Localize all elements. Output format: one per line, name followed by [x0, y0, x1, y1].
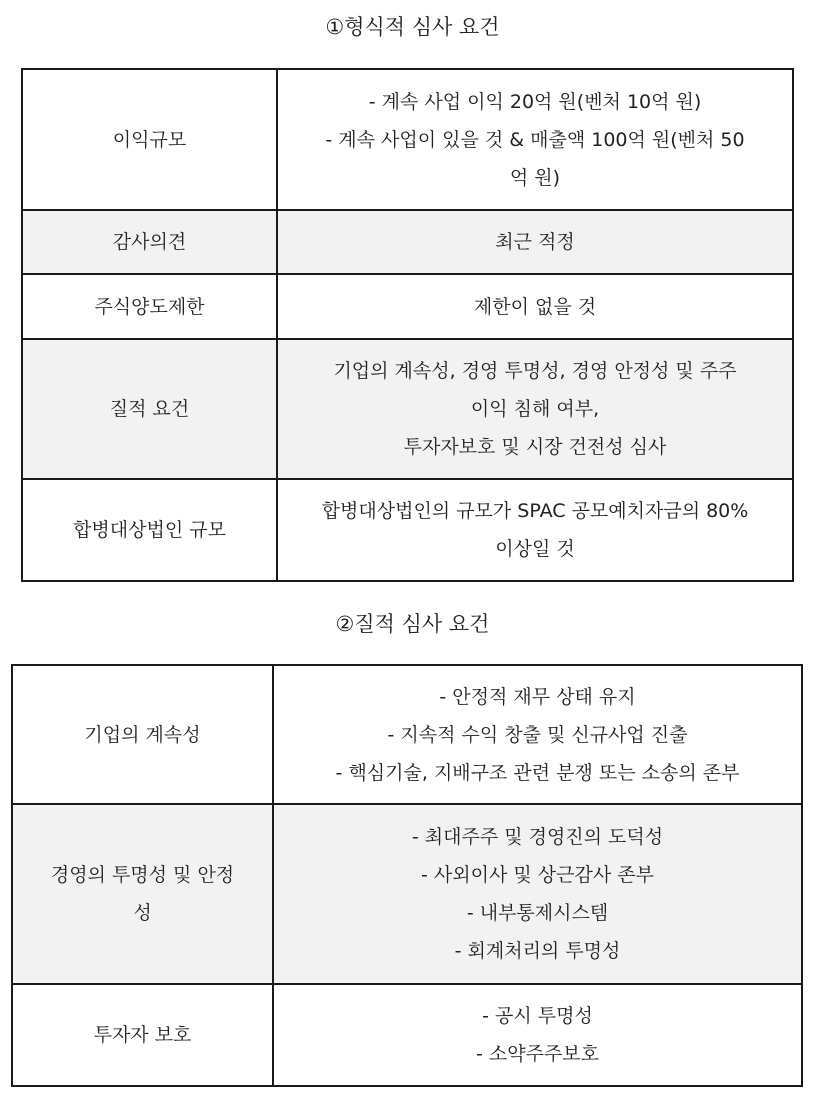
content-line: - 계속 사업 이익 20억 원(벤처 10억 원): [368, 90, 702, 113]
content-line: 최근 적정: [495, 231, 575, 253]
content-line: 투자자보호 및 시장 건전성 심사: [403, 436, 667, 458]
content-line: 이익 침해 여부,: [470, 398, 600, 420]
table-row: [22, 69, 793, 210]
table-row: [12, 804, 802, 984]
row-label: 합병대상법인 규모: [22, 479, 277, 581]
content-line: - 지속적 수익 창출 및 신규사업 진출: [387, 723, 688, 746]
row-label: 질적 요건: [22, 339, 277, 479]
row-label: 주식양도제한: [22, 274, 277, 339]
row-content: [273, 665, 802, 804]
content-line: 이상일 것: [495, 538, 575, 560]
row-content: [273, 984, 802, 1086]
table-row: [12, 984, 802, 1086]
content-line: 제한이 없을 것: [473, 295, 597, 318]
table-row: [22, 339, 793, 479]
row-label: 투자자 보호: [12, 984, 273, 1086]
row-label: [12, 804, 273, 984]
content-line: - 소약주주보호: [475, 1043, 600, 1065]
row-label: 감사의견: [22, 210, 277, 274]
label-line: 경영의 투명성 및 안정: [50, 864, 235, 886]
label-line: 성: [133, 902, 152, 924]
row-label: 기업의 계속성: [12, 665, 273, 804]
content-line: - 회계처리의 투명성: [454, 940, 621, 962]
formal-requirements-table: [21, 68, 794, 582]
content-line: - 사외이사 및 상근감사 존부: [421, 864, 654, 886]
section2-title: ②질적 심사 요건: [335, 612, 490, 636]
row-content: [277, 69, 793, 210]
content-line: - 최대주주 및 경영진의 도덕성: [411, 826, 664, 848]
content-line: - 핵심기술, 지배구조 관련 분쟁 또는 소송의 존부: [335, 761, 740, 784]
table-row: [12, 665, 802, 804]
row-content: [277, 210, 793, 274]
row-label: 이익규모: [22, 69, 277, 210]
content-line: - 공시 투명성: [482, 1005, 593, 1027]
content-line: - 계속 사업이 있을 것 & 매출액 100억 원(벤처 50: [325, 128, 745, 151]
qualitative-requirements-table: [11, 664, 803, 1087]
row-content: [273, 804, 802, 984]
content-line: 기업의 계속성, 경영 투명성, 경영 안정성 및 주주: [333, 360, 737, 382]
table-row: [22, 210, 793, 274]
row-content: [277, 274, 793, 339]
content-line: 합병대상법인의 규모가 SPAC 공모예치자금의 80%: [321, 500, 749, 522]
table-row: [22, 479, 793, 581]
content-line: - 안정적 재무 상태 유지: [439, 685, 636, 708]
content-line: - 내부통제시스템: [466, 902, 609, 924]
content-line: 억 원): [509, 166, 561, 189]
table-row: [22, 274, 793, 339]
row-content: [277, 339, 793, 479]
section1-title: ①형식적 심사 요건: [325, 15, 500, 39]
row-content: [277, 479, 793, 581]
